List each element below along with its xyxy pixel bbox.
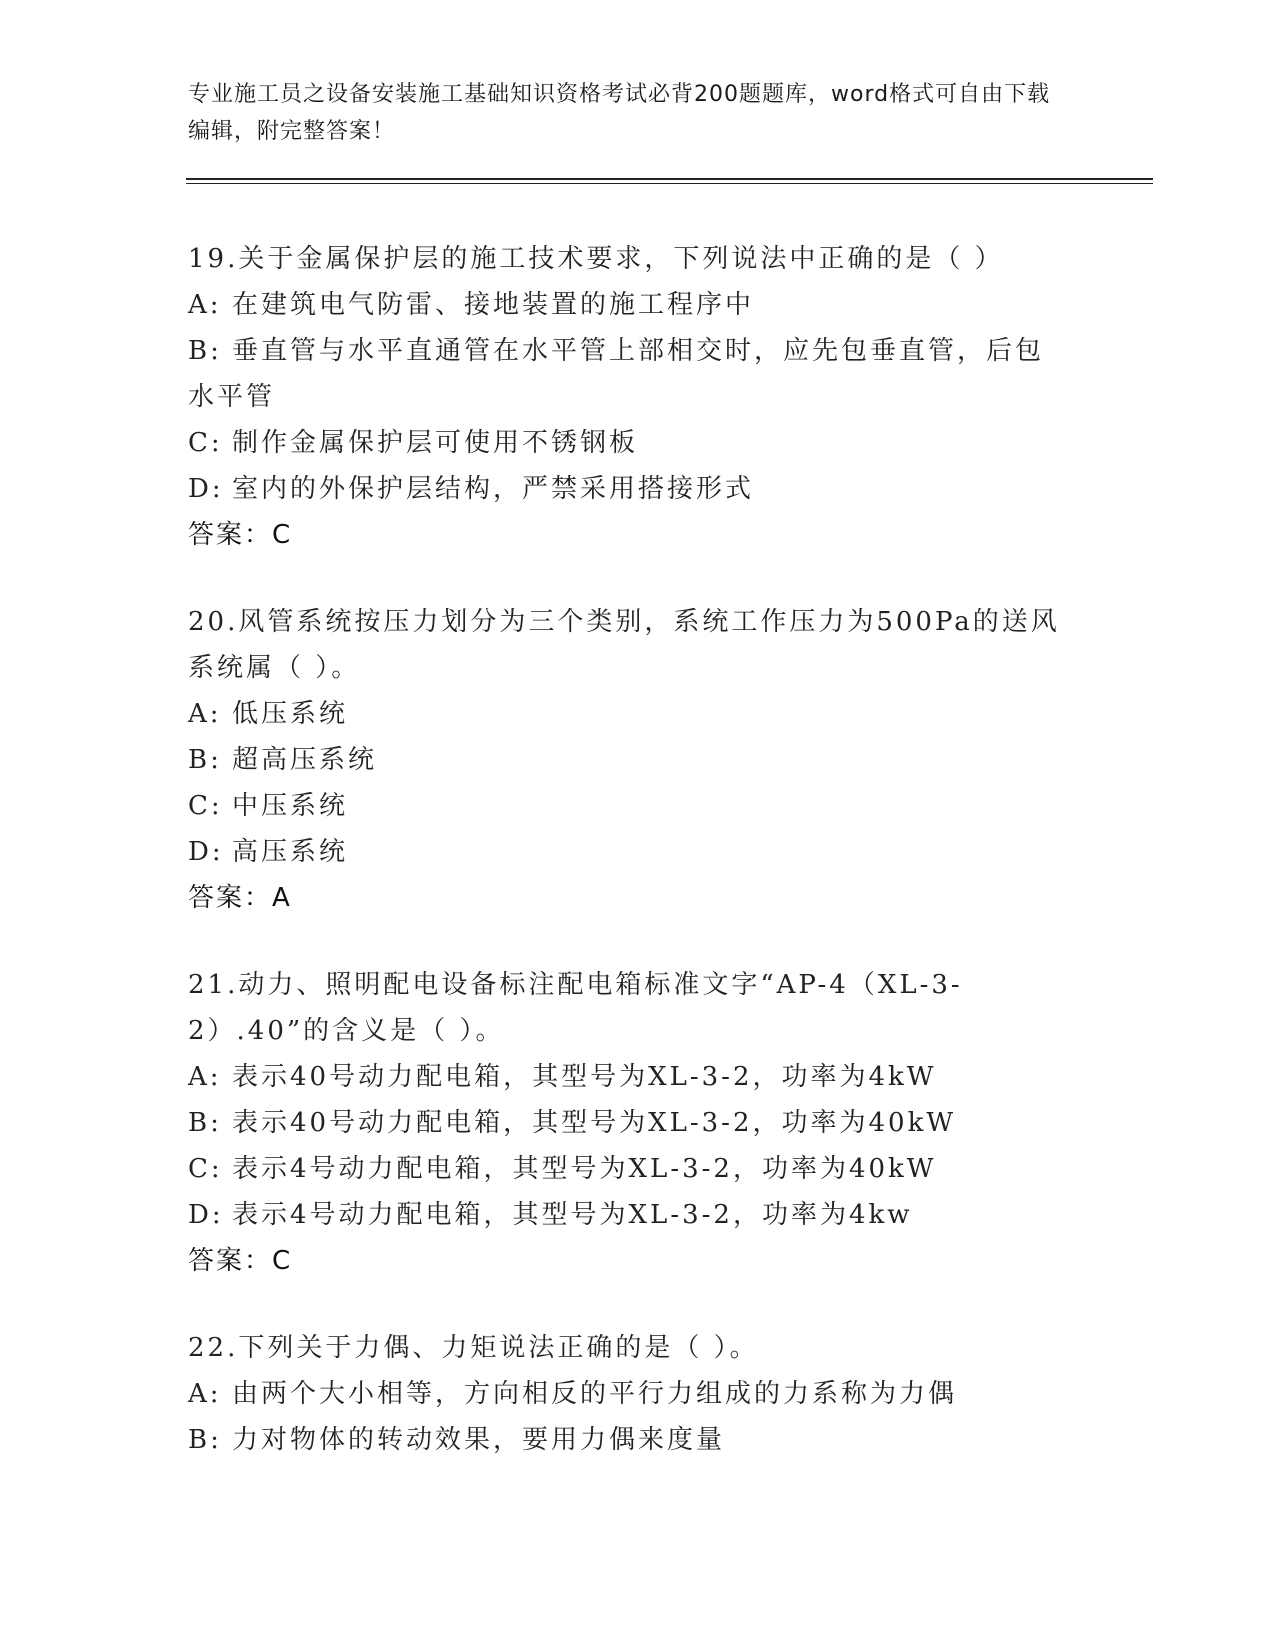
question-stem: 20.风管系统按压力划分为三个类别，系统工作压力为500Pa的送风系统属（ ）。 — [188, 607, 1060, 683]
header-divider-thin — [186, 183, 1153, 184]
option-letter: C: — [188, 1154, 223, 1184]
option-text: 表示4号动力配电箱，其型号为XL-3-2，功率为40kW — [232, 1154, 937, 1184]
option-text: 垂直管与水平直通管在水平管上部相交时，应先包垂直管，后包水平管 — [188, 336, 1045, 412]
option-letter: D: — [188, 837, 224, 867]
option-d — [188, 466, 1088, 512]
option-text: 低压系统 — [232, 699, 349, 729]
option-d — [188, 1192, 1088, 1238]
option-b — [188, 1100, 1088, 1146]
option-c — [188, 1146, 1088, 1192]
option-letter: B: — [188, 1108, 222, 1138]
option-text: 高压系统 — [232, 837, 349, 867]
option-text: 超高压系统 — [232, 745, 378, 775]
question-stem: 21.动力、照明配电设备标注配电箱标准文字“AP-4（XL-3-2）.40”的含义是（ ）。 — [188, 970, 963, 1046]
option-text: 在建筑电气防雷、接地装置的施工程序中 — [232, 290, 755, 320]
option-text: 表示40号动力配电箱，其型号为XL-3-2，功率为4kW — [232, 1062, 937, 1092]
option-a — [188, 691, 1088, 737]
header-divider-thick — [186, 178, 1153, 180]
question-21 — [188, 962, 1088, 1284]
question-stem: 22.下列关于力偶、力矩说法正确的是（ ）。 — [188, 1333, 759, 1363]
option-d — [188, 829, 1088, 875]
option-b — [188, 737, 1088, 783]
question-19 — [188, 236, 1088, 558]
question-20 — [188, 599, 1088, 921]
option-a — [188, 1371, 1088, 1417]
option-b — [188, 328, 1068, 420]
answer-label: 答案：C — [188, 1246, 293, 1276]
option-text: 由两个大小相等，方向相反的平行力组成的力系称为力偶 — [232, 1379, 958, 1409]
option-a — [188, 282, 1088, 328]
option-letter: C: — [188, 791, 223, 821]
document-header-intro: 专业施工员之设备安装施工基础知识资格考试必背200题题库，word格式可自由下载编辑，附完整答案！ — [188, 82, 1051, 144]
option-a — [188, 1054, 1088, 1100]
option-c — [188, 783, 1088, 829]
option-text: 表示40号动力配电箱，其型号为XL-3-2，功率为40kW — [232, 1108, 957, 1138]
answer-label: 答案：C — [188, 520, 293, 550]
option-letter: D: — [188, 474, 224, 504]
question-list — [188, 236, 1088, 1504]
option-letter: B: — [188, 336, 222, 366]
option-letter: A: — [188, 290, 222, 320]
option-letter: B: — [188, 745, 222, 775]
option-text: 表示4号动力配电箱，其型号为XL-3-2，功率为4kw — [232, 1200, 913, 1230]
option-c — [188, 420, 1088, 466]
option-letter: C: — [188, 428, 223, 458]
option-text: 室内的外保护层结构，严禁采用搭接形式 — [232, 474, 755, 504]
option-text: 力对物体的转动效果，要用力偶来度量 — [232, 1425, 726, 1455]
option-text: 中压系统 — [232, 791, 349, 821]
option-letter: A: — [188, 1062, 222, 1092]
option-text: 制作金属保护层可使用不锈钢板 — [232, 428, 639, 458]
question-22 — [188, 1325, 1088, 1463]
option-letter: D: — [188, 1200, 224, 1230]
option-b — [188, 1417, 1088, 1463]
answer-label: 答案：A — [188, 883, 292, 913]
option-letter: B: — [188, 1425, 222, 1455]
question-stem: 19.关于金属保护层的施工技术要求，下列说法中正确的是（ ） — [188, 244, 1004, 274]
option-letter: A: — [188, 699, 222, 729]
option-letter: A: — [188, 1379, 222, 1409]
